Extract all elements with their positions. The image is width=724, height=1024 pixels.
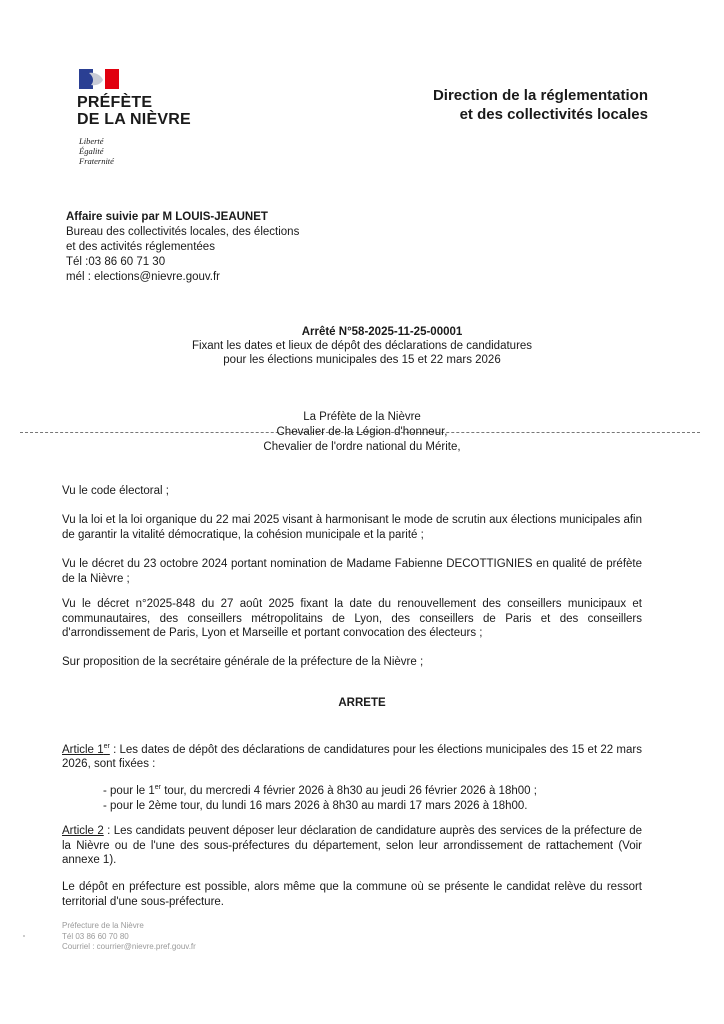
signer-block — [0, 410, 724, 455]
direction-heading — [433, 86, 648, 124]
arrete-reference: Arrêté N°58-2025-11-25-00001 — [301, 326, 463, 338]
article-1-label-main: Article 1 — [62, 743, 104, 756]
article-2 — [62, 824, 642, 868]
bullet1-pre: - pour le 1 — [103, 784, 155, 797]
footer-line1: Préfecture de la Nièvre — [62, 921, 144, 930]
considerant-3: Vu le décret du 23 octobre 2024 portant nomination de Madame Fabienne DECOTTIGNIES en qualité de préfète de la Nièvre ; — [62, 558, 642, 585]
article-1-bullets — [103, 780, 663, 814]
bureau-line2: et des activités réglementées — [66, 241, 215, 253]
bullet-first-round — [103, 780, 663, 799]
considerant-4: Vu le décret n°2025-848 du 27 août 2025 fixant la date du renouvellement des conseillers municipaux et communautaires, des conseillers métropolitains de Lyon, des conseillers de Paris et des conseillers d'arrondissement de Paris, Lyon et Marseille et portant convocation des électeurs ; — [62, 598, 642, 639]
footer-line3: Courriel : courrier@nievre.pref.gouv.fr — [62, 942, 196, 951]
bullet1-post: tour, du mercredi 4 février 2026 à 8h30 au jeudi 26 février 2026 à 18h00 ; — [161, 784, 537, 797]
prefecture-logo-text — [77, 94, 191, 128]
motto-liberte: Liberté — [79, 136, 104, 146]
signer-line1: La Préfète de la Nièvre — [303, 411, 421, 423]
footer-line2: Tél 03 86 60 70 80 — [62, 931, 129, 941]
republic-flag-logo — [79, 69, 119, 89]
logo-line1: PRÉFÈTE — [77, 94, 153, 111]
direction-line2: et des collectivités locales — [459, 106, 648, 123]
considerant-1: Vu le code électoral ; — [62, 485, 169, 497]
scan-speck — [23, 935, 25, 937]
signer-line2: Chevalier de la Légion d'honneur, — [276, 426, 448, 438]
contact-phone: Tél :03 86 60 71 30 — [66, 256, 166, 268]
contact-email: mél : elections@nievre.gouv.fr — [66, 271, 220, 283]
bullet-second-round: - pour le 2ème tour, du lundi 16 mars 2026 à 8h30 au mardi 17 mars 2026 à 18h00. — [103, 799, 528, 812]
article-2-label: Article 2 — [62, 825, 104, 837]
article-1-label-sup: er — [103, 743, 110, 750]
motto-fraternite: Fraternité — [79, 156, 114, 166]
logo-line2: DE LA NIÈVRE — [77, 111, 191, 128]
republic-motto — [79, 136, 114, 166]
motto-egalite: Égalité — [79, 146, 104, 156]
article-2-text: : Les candidats peuvent déposer leur déclaration de candidature auprès des services de la préfecture de la Nièvre ou de l'une des sous-préfectures du département, selon leur arrondissement de rattachement (Voir annexe 1). — [62, 825, 642, 866]
considerant-2: Vu la loi et la loi organique du 22 mai 2025 visant à harmonisant le mode de scrutin aux élections municipales afin de garantir la vitalité démocratique, la cohésion municipale et la parité ; — [62, 514, 642, 541]
article-1 — [62, 740, 642, 772]
article-1-text: : Les dates de dépôt des déclarations de candidatures pour les élections municipales des 15 et 22 mars 2026, sont fixées : — [62, 743, 642, 771]
contact-block — [66, 210, 299, 285]
title-line2: pour les élections municipales des 15 et 22 mars 2026 — [223, 354, 501, 366]
signer-line3: Chevalier de l'ordre national du Mérite, — [263, 441, 461, 453]
closing-paragraph: Le dépôt en préfecture est possible, alors même que la commune où se présente le candidat relève du ressort territorial d'une sous-préfecture. — [62, 881, 642, 908]
bullet1-sup: er — [154, 784, 162, 791]
bureau-line1: Bureau des collectivités locales, des élections — [66, 226, 300, 238]
article-1-label — [62, 744, 110, 756]
direction-line1: Direction de la réglementation — [432, 87, 648, 104]
title-line1: Fixant les dates et lieux de dépôt des déclarations de candidatures — [191, 340, 533, 352]
followed-by: Affaire suivie par M LOUIS-JEAUNET — [66, 211, 268, 223]
arrete-heading: ARRETE — [338, 697, 386, 709]
footer-address — [62, 921, 196, 953]
considerant-5: Sur proposition de la secrétaire générale de la préfecture de la Nièvre ; — [62, 656, 424, 668]
arrete-title — [0, 325, 724, 367]
